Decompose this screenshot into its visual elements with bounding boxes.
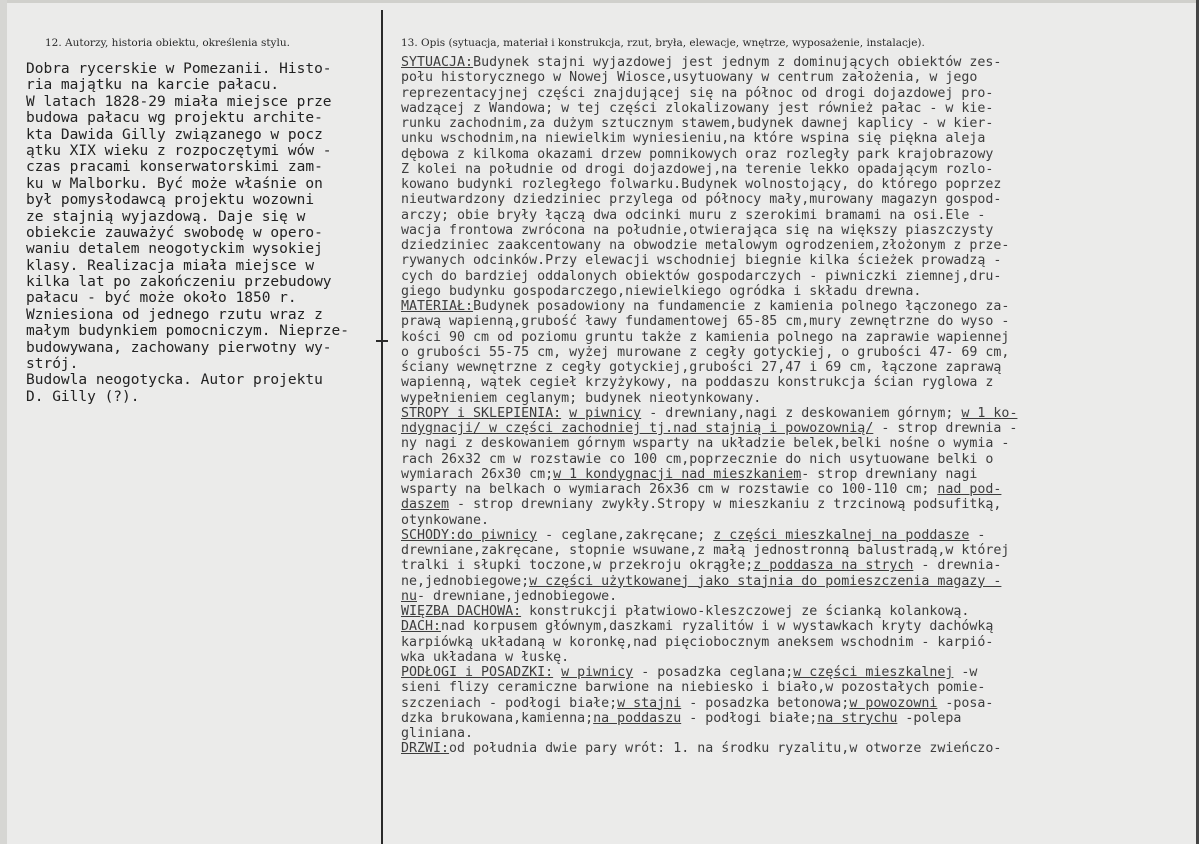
underlined-heading: SYTUACJA: [401,55,474,70]
text-segment: konstrukcji płatwiowo-kleszczowej ze ścianką kolankową. [521,604,970,619]
text-segment: - posadzka betonowa; [681,695,850,711]
left-page-edge [0,0,7,844]
text-segment: wacja frontowa zwrócona na południe,otwierająca się na większy piaszczysty [401,222,994,238]
text-segment: tralki i słupki toczone,w przekroju okrągłe; [401,558,754,574]
description-text-line [401,528,1181,543]
description-text-line [401,421,1181,436]
text-segment: - drewniany,nagi z deskowaniem górnym; [641,405,962,421]
description-text-line [401,696,1181,711]
left-text-line: D. Gilly (?). [26,388,140,405]
text-segment: runku zachodnim,za dużym sztucznym stawem,budynek dawnej kaplicy - w kier- [401,116,994,131]
text-segment: - [969,527,986,543]
underlined-heading: STROPY i SKLEPIENIA: [401,405,562,421]
text-segment: karpiówką układaną w koronkę,nad pięciobocznym aneksem wschodnim - karpió- [401,634,994,650]
text-segment: gliniana. [401,726,474,741]
description-text-line [401,345,1181,360]
text-segment: otynkowane. [401,512,490,528]
text-segment: wka układana w łuskę. [401,649,570,665]
left-text-line: pałacu - być może około 1850 r. [26,290,297,307]
left-text-line: ku w Malborku. Być może właśnie on [26,175,323,192]
description-text-line [401,665,1181,680]
text-segment: nieutwardzony dziedziniec przylega od północy mały,murowany magazyn gospod- [401,192,1002,208]
text-segment: wapienną, wątek cegieł krzyżykowy, na poddaszu konstrukcja ścian ryglowa z [401,375,994,391]
description-text-line [401,467,1181,482]
text-segment: - strop drewnia - [873,421,1018,436]
text-segment: wypełnieniem ceglanym; budynek nieotynkowany. [401,390,762,406]
underlined-heading: ndygnacji/ w części zachodniej tj.nad stajnią i powozownią/ [401,421,874,436]
left-text-line: obiekcie zauważyć swobodę w opero- [26,224,323,241]
text-segment: ny nagi z deskowaniem górnym wsparty na układzie belek,belki nośne o wymia - [401,436,1010,452]
left-text-line: kta Dawida Gilly związanego w pocz [26,126,323,143]
top-border [0,0,1199,3]
left-text-line: budowa pałacu wg projektu archite- [26,110,323,127]
description-text-line [401,574,1181,589]
description-text-line [401,436,1181,451]
text-segment: od południa dwie pary wrót: 1. na środku ryzalitu,w otworze zwieńczo- [449,741,1002,757]
section-12-header: 12. Autorzy, historia obiektu, określenia stylu. [45,37,290,49]
underlined-heading: w 1 ko- [961,405,1018,421]
description-text-line [401,116,1181,131]
text-segment: drewniane,zakręcane, stopnie wsuwane,z małą jednostronną balustradą,w której [401,543,1010,558]
description-text-line [401,619,1181,634]
description-text-line [401,680,1181,695]
text-segment: reprezentacyjnej części znajdującej się na północ od drogi dojazdowej pro- [401,85,994,101]
left-text-line: ątku XIX wieku z rozpoczętymi wów - [26,142,332,159]
left-text-line: waniu detalem neogotyckim wysokiej [26,241,323,258]
left-text-line: ria majątku na karcie pałacu. [26,77,280,94]
underlined-heading: w piwnicy [561,665,634,680]
text-segment: Budynek stajni wyjazdowej jest jednym z dominujących obiektów zes- [473,55,1002,70]
text-segment: połu historycznego w Nowej Wiosce,usytuowany w centrum założenia, w jego [401,70,978,86]
description-text-line [401,375,1181,390]
description-text-line [401,635,1181,650]
text-segment: -posa- [937,695,994,711]
description-text-line [401,360,1181,375]
text-segment: giego budynku gospodarczego,niewielkiego ogródka i składu drewna. [401,283,922,299]
text-segment: wadzącej z Wandowa; w tej części zlokalizowany jest również pałac - w kie- [401,100,994,116]
authors-history-text [26,61,378,405]
underlined-heading: w stajni [617,695,682,711]
description-text [401,55,1181,757]
text-segment: ściany wewnętrzne z cegły gotyckiej,grubości 27,47 i 69 cm, łączone zaprawą [401,360,1002,375]
section-13-header: 13. Opis (sytuacja, materiał i konstrukcja, rzut, bryła, elewacje, wnętrze, wyposażenie, instalacje). [401,37,925,49]
text-segment: cych do bardziej oddalonych obiektów gospodarczych - piwniczki ziemnej,dru- [401,268,1002,284]
description-text-line [401,452,1181,467]
text-segment: arczy; obie bryły łączą dwa odcinki muru z szerokimi bramami na osi.Ele - [401,207,986,223]
description-text-line [401,558,1181,573]
description-text-line [401,314,1181,329]
underlined-heading: w powozowni [849,695,938,711]
underlined-heading: daszem [401,497,450,513]
text-segment: rywanych odcinków.Przy elewacji wschodniej biegnie kilka ścieżek prowadzą - [401,253,1002,269]
text-segment: - strop drewniany zwykły.Stropy w mieszkaniu z trzcinową podsufitką, [449,497,1002,513]
text-segment: ne,jednobiegowe; [401,573,530,589]
text-segment: Budynek posadowiony na fundamencie z kamienia polnego łączonego za- [473,299,1010,314]
left-text-line: Budowla neogotycka. Autor projektu [26,372,323,389]
description-text-line [401,55,1181,70]
description-text-line [401,604,1181,619]
underlined-heading: na strychu [817,710,898,726]
description-text-line [401,589,1181,604]
left-text-line: był pomysłodawcą projektu wozowni [26,192,315,209]
description-text-line [401,269,1181,284]
text-segment: dębowa z kilkoma okazami drzew pomnikowych oraz rozległy park krajobrazowy [401,146,994,162]
underlined-heading: DACH: [401,619,442,635]
text-segment: kowano budynki rozległego folwarku.Budynek wolnostojący, do którego poprzez [401,177,1002,192]
text-segment: - drewniane,jednobiegowe. [417,588,618,604]
description-text-line [401,406,1181,421]
text-segment: prawą wapienną,grubość ławy fundamentowej 65-85 cm,mury zewnętrzne do wyso - [401,314,1010,330]
text-segment: - posadzka ceglana; [633,665,794,680]
text-segment: kości 90 cm od poziomu gruntu także z kamienia polnego na zaprawie wapiennej [401,329,1010,345]
description-text-line [401,86,1181,101]
description-text-line [401,70,1181,85]
text-segment: - podłogi białe; [681,710,818,726]
underlined-heading: nad pod- [937,482,1002,497]
left-text-line: strój. [26,356,79,373]
description-text-line [401,101,1181,116]
description-text-line [401,513,1181,528]
underlined-heading: w części mieszkalnej [793,665,954,680]
text-segment: Z kolei na południe od drogi dojazdowej,na terenie lekko opadającym rozlo- [401,161,994,177]
description-text-line [401,131,1181,146]
underlined-heading: WIĘZBA DACHOWA: [401,604,522,619]
description-text-line [401,650,1181,665]
description-text-line [401,543,1181,558]
description-text-line [401,253,1181,268]
description-text-line [401,497,1181,512]
description-text-line [401,299,1181,314]
description-text-line [401,147,1181,162]
text-segment [553,665,561,680]
underlined-heading: z poddasza na strych [753,558,914,574]
column-divider [381,10,383,844]
left-text-line: czas pracami konserwatorskimi zam- [26,159,323,176]
description-text-line [401,741,1181,756]
description-text-line [401,711,1181,726]
left-text-line: W latach 1828-29 miała miejsce prze [26,93,332,110]
text-segment: unku wschodnim,na niewielkim wyniesieniu,na które wspina się piękna aleja [401,131,986,147]
description-text-line [401,177,1181,192]
underlined-heading: w 1 kondygnacji nad mieszkaniem [553,466,802,482]
description-text-line [401,208,1181,223]
text-segment: sieni flizy ceramiczne barwione na niebiesko i biało,w pozostałych pomie- [401,680,986,696]
description-text-line [401,238,1181,253]
text-segment [561,406,569,421]
description-text-line [401,223,1181,238]
underlined-heading: MATERIAŁ: [401,299,474,314]
underlined-heading: w części użytkowanej jako stajnia do pomieszczenia magazy - [529,573,1002,589]
underlined-heading: na poddaszu [593,710,682,726]
text-segment: dziedziniec zaakcentowany na obwodzie metalowym ogrodzeniem,złożonym z prze- [401,238,1010,253]
left-text-line: małym budynkiem pomocniczym. Nieprze- [26,323,350,340]
description-text-line [401,391,1181,406]
description-text-line [401,192,1181,207]
text-segment: wsparty na belkach o wymiarach 26x36 cm w rozstawie co 100-110 cm; [401,482,938,497]
text-segment: - ceglane,zakręcane; [537,527,714,543]
underlined-heading: SCHODY: [401,527,458,543]
underlined-heading: PODŁOGI i POSADZKI: [401,665,554,680]
underlined-heading: w piwnicy [569,405,642,421]
text-segment: nad korpusem głównym,daszkami ryzalitów i w wystawkach kryty dachówką [441,619,994,635]
left-text-line: Wzniesiona od jednego rzutu wraz z [26,306,323,323]
text-segment: - drewnia- [913,558,1002,574]
text-segment: -polepa [897,710,962,726]
text-segment: dzka brukowana,kamienna; [401,710,594,726]
text-segment: o grubości 55-75 cm, wyżej murowane z cegły gotyckiej, o grubości 47- 69 cm, [401,344,1010,360]
description-text-line [401,726,1181,741]
left-text-line: budowywana, zachowany pierwotny wy- [26,339,332,356]
left-text-line: Dobra rycerskie w Pomezanii. Histo- [26,61,332,77]
text-segment: -w [953,665,978,680]
text-segment: szczeniach - podłogi białe; [401,695,618,711]
text-segment: wymiarach 26x30 cm; [401,466,554,482]
underlined-heading: do piwnicy [457,527,538,543]
description-text-line [401,482,1181,497]
underlined-heading: nu [401,588,418,604]
description-text-line [401,162,1181,177]
left-text-line: kilka lat po zakończeniu przebudowy [26,274,332,291]
description-text-line [401,284,1181,299]
text-segment: rach 26x32 cm w rozstawie co 100 cm,poprzecznie do nich usytuowane belki o [401,451,994,467]
left-text-line: klasy. Realizacja miała miejsce w [26,257,315,274]
underlined-heading: DRZWI: [401,741,450,757]
description-text-line [401,330,1181,345]
text-segment: - strop drewniany nagi [801,466,978,482]
underlined-heading: z części mieszkalnej na poddasze [713,527,970,543]
left-text-line: ze stajnią wyjazdową. Daje się w [26,208,306,225]
